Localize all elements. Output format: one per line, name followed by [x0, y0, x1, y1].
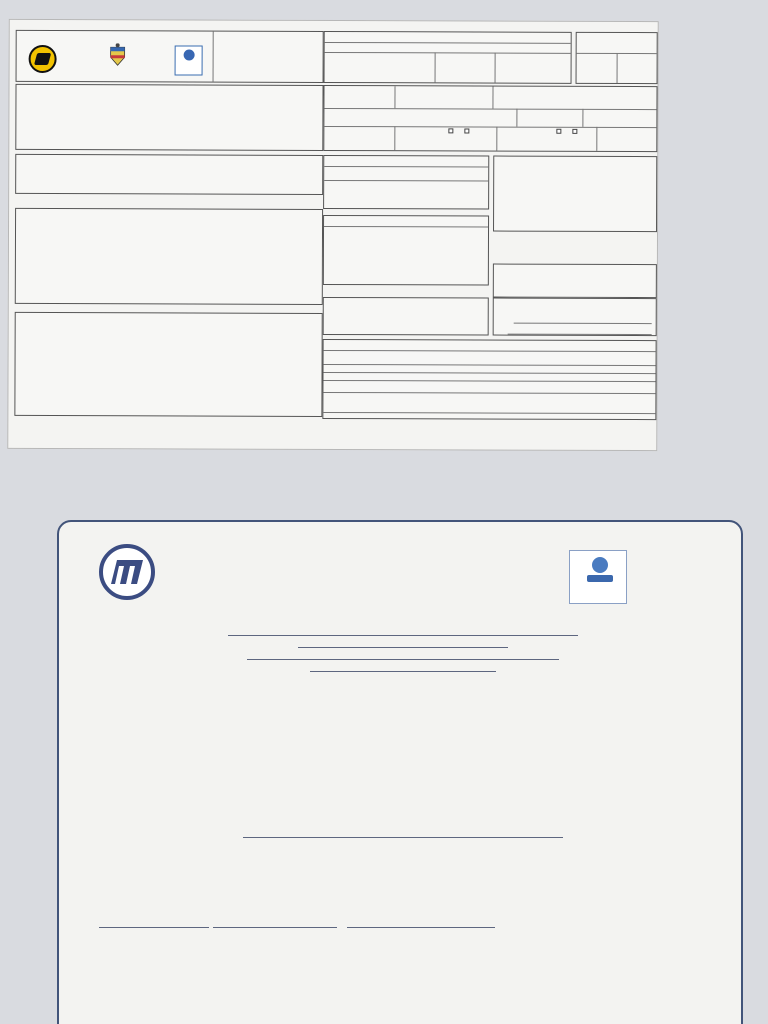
- alerta-title: [324, 300, 488, 301]
- placa-section: [576, 32, 658, 84]
- contract-line: [95, 826, 711, 838]
- buyer-block: [16, 313, 322, 314]
- vehicle-specs-section: [323, 85, 657, 152]
- contract-line: [95, 636, 711, 648]
- mandatario-id-blank[interactable]: [310, 660, 496, 672]
- runt-logo-icon: [175, 45, 203, 75]
- placa-numeros-field[interactable]: [619, 65, 657, 81]
- desmonte-no-checkbox[interactable]: [572, 129, 577, 134]
- owner-block: [16, 209, 322, 210]
- mandatario-name-blank[interactable]: [247, 648, 559, 660]
- blindaje-no-checkbox[interactable]: [464, 128, 469, 133]
- organismo-transito-section: [324, 31, 572, 84]
- propietario-title: [16, 215, 322, 216]
- clase-vehiculo-section: [15, 154, 323, 195]
- tramite-section: [15, 84, 323, 151]
- importacion-title: [324, 218, 488, 219]
- contract-line: [95, 648, 711, 660]
- clase-title: [16, 156, 322, 157]
- tramite-blank[interactable]: [243, 826, 563, 838]
- placas-blank[interactable]: [99, 916, 209, 928]
- desmonte-si-checkbox[interactable]: [556, 129, 561, 134]
- propietario-section: [15, 208, 323, 305]
- servicio-grid: [494, 265, 656, 266]
- identificacion-title: [494, 159, 656, 160]
- observaciones-section: [322, 339, 656, 420]
- comprador-section: [14, 312, 322, 417]
- ministry-logo-icon: [99, 544, 155, 600]
- alerta-section: [323, 297, 489, 336]
- contract-line: [95, 660, 711, 672]
- contract-intro-paragraph: [95, 624, 711, 672]
- carroceria-section: [323, 155, 489, 210]
- comprador-title: [16, 323, 322, 324]
- tramite-grid: [17, 85, 323, 86]
- alerta-grid: [324, 298, 488, 299]
- observaciones-title: [324, 342, 656, 343]
- contract-document: [57, 520, 743, 1024]
- runt-logo-icon: [569, 550, 627, 604]
- contract-primero-paragraph: [95, 826, 711, 838]
- carroceria-title: [324, 158, 488, 159]
- import-grid: [324, 216, 488, 217]
- ministry-logo-icon: [29, 45, 57, 73]
- modelo-blank[interactable]: [213, 916, 337, 928]
- mandante-name-blank[interactable]: [228, 624, 578, 636]
- fuel-grid: [325, 86, 657, 87]
- marca-blank[interactable]: [347, 916, 495, 928]
- organismo-title: [325, 34, 571, 35]
- combustible-title: [493, 89, 657, 90]
- colombia-crest-icon: [107, 43, 129, 67]
- empresa-section: [493, 298, 657, 337]
- empresa-title: [494, 301, 656, 302]
- identificacion-section: [493, 156, 657, 233]
- organismo-ciudad-field[interactable]: [327, 68, 433, 80]
- contract-vehicle-fields: [95, 916, 711, 928]
- contract-line: [95, 916, 711, 928]
- observaciones-sub-title: [323, 384, 655, 385]
- importacion-section: [323, 215, 489, 286]
- form-header: [16, 30, 324, 83]
- mandante-id-blank[interactable]: [298, 636, 508, 648]
- blindaje-si-checkbox[interactable]: [448, 128, 453, 133]
- organismo-nombre-field[interactable]: [351, 43, 569, 51]
- identificacion-rows: [494, 157, 656, 158]
- servicio-title: [494, 266, 656, 267]
- servicio-section: [493, 264, 657, 299]
- placa-letras-field[interactable]: [579, 65, 615, 81]
- contract-line: [95, 624, 711, 636]
- vehicle-registration-form: [7, 19, 658, 451]
- clase-grid: [16, 155, 322, 156]
